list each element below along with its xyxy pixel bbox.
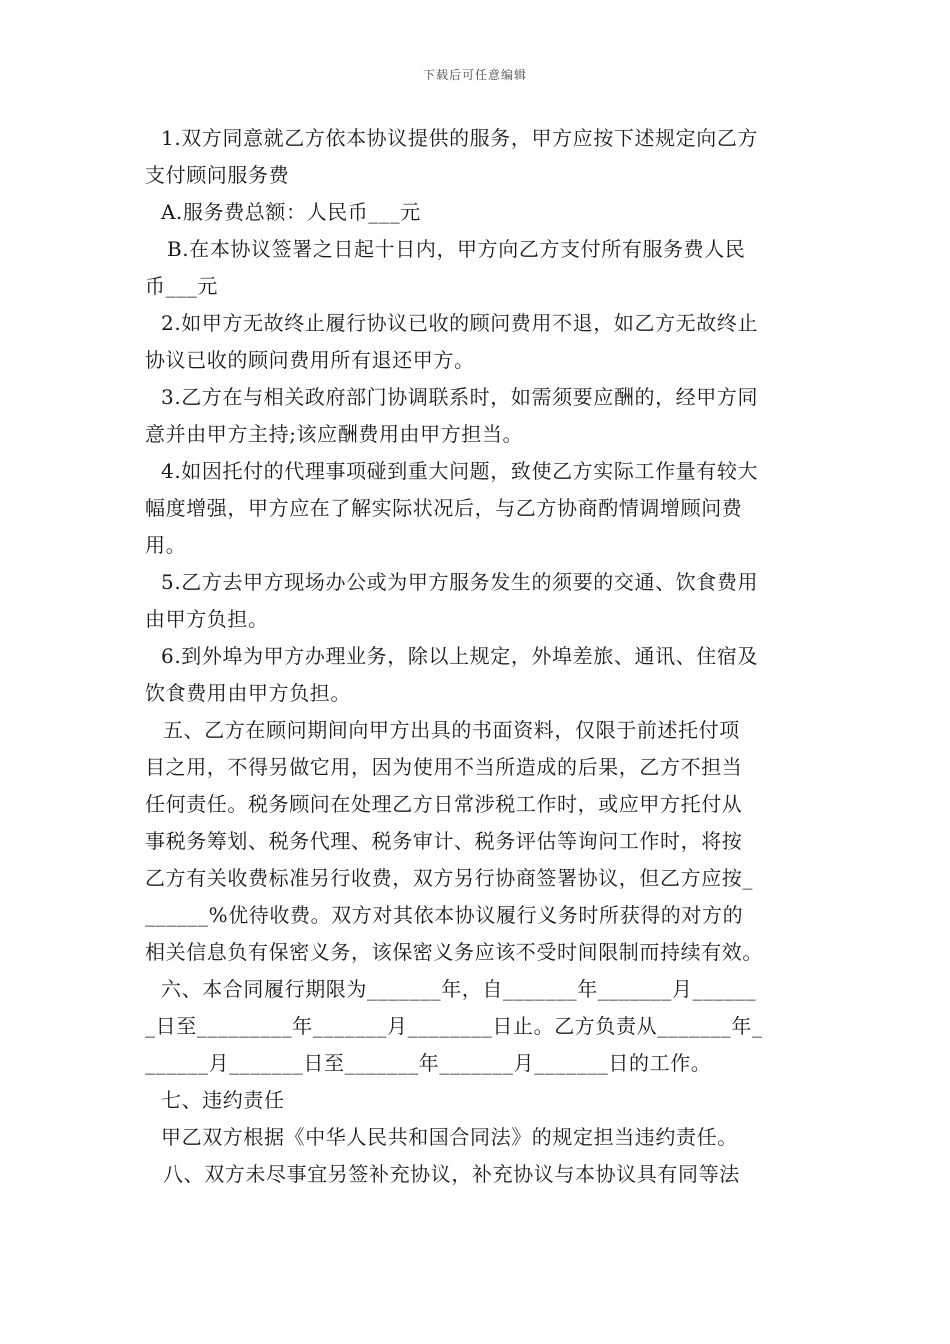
text-line: ______月_______日至_______年_______月_______日的工作。 xyxy=(145,1051,712,1075)
header-note: 下载后可任意编辑 xyxy=(422,68,527,82)
text-line: 币___元 xyxy=(145,274,218,298)
text-line: 相关信息负有保密义务，该保密义务应该不受时间限制而持续有效。 xyxy=(145,940,763,964)
text-line: 饮食费用由甲方负担。 xyxy=(145,681,351,705)
text-line: 2.如甲方无故终止履行协议已收的顾问费用不退，如乙方无故终止 xyxy=(161,311,759,335)
text-line: 1.双方同意就乙方依本协议提供的服务，甲方应按下述规定向乙方 xyxy=(161,126,759,150)
text-line: _日至_________年_______月________日止。乙方负责从_______年_ xyxy=(145,1014,763,1038)
text-line: 六、本合同履行期限为_______年，自_______年_______月______ xyxy=(161,977,757,1001)
text-line: 6.到外埠为甲方办理业务，除以上规定，外埠差旅、通讯、住宿及 xyxy=(161,644,759,668)
text-line: ______%优待收费。双方对其依本协议履行义务时所获得的对方的 xyxy=(145,903,744,927)
text-line: 意并由甲方主持;该应酬费用由甲方担当。 xyxy=(145,422,524,446)
text-line: 幅度增强，甲方应在了解实际状况后，与乙方协商酌情调增顾问费 xyxy=(145,496,743,520)
text-line: 七、违约责任 xyxy=(161,1088,285,1112)
text-line: 5.乙方去甲方现场办公或为甲方服务发生的须要的交通、饮食费用 xyxy=(161,570,759,594)
text-line: 3.乙方在与相关政府部门协调联系时，如需须要应酬的，经甲方同 xyxy=(161,385,759,409)
document-body xyxy=(145,120,810,1193)
text-line: 任何责任。税务顾问在处理乙方日常涉税工作时，或应甲方托付从 xyxy=(145,792,743,816)
text-line: B.在本协议签署之日起十日内，甲方向乙方支付所有服务费人民 xyxy=(167,237,746,261)
text-line: 乙方有关收费标准另行收费，双方另行协商签署协议，但乙方应按_ xyxy=(145,866,753,890)
text-line: 事税务筹划、税务代理、税务审计、税务评估等询问工作时，将按 xyxy=(145,829,743,853)
text-line: 协议已收的顾问费用所有退还甲方。 xyxy=(145,348,475,372)
text-line: A.服务费总额：人民币___元 xyxy=(161,200,421,224)
text-line: 甲乙双方根据《中华人民共和国合同法》的规定担当违约责任。 xyxy=(161,1125,738,1149)
text-line: 用。 xyxy=(145,533,187,557)
text-line: 支付顾问服务费 xyxy=(145,163,290,187)
text-line: 八、双方未尽事宜另签补充协议，补充协议与本协议具有同等法 xyxy=(163,1162,740,1186)
text-line: 4.如因托付的代理事项碰到重大问题，致使乙方实际工作量有较大 xyxy=(161,459,759,483)
text-line: 由甲方负担。 xyxy=(145,607,269,631)
text-line: 目之用，不得另做它用，因为使用不当所造成的后果，乙方不担当 xyxy=(145,755,743,779)
text-line: 五、乙方在顾问期间向甲方出具的书面资料，仅限于前述托付项 xyxy=(163,718,740,742)
